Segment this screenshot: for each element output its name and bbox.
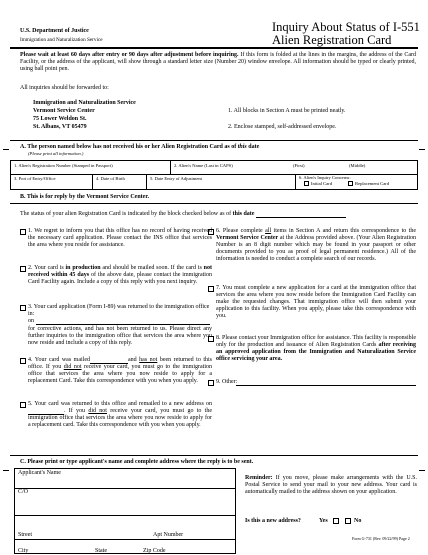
status-8-text: 8. Please contact your Immigration office for assistance. This facility is responsible only for the production and issuance of Alien Registration Cards after receiving an approved application from the Immigration and Naturalization Service office servicing your area.	[216, 335, 416, 362]
header-rule	[10, 47, 418, 49]
no-checkbox[interactable]	[345, 518, 351, 524]
section-a-subtitle: (Please print all information.)	[28, 151, 84, 156]
agency-subname: Immigration and Naturalization Service	[20, 37, 103, 43]
address-line-2: Vermont Service Center	[33, 108, 95, 114]
status-1-text: 1. We regret to inform you that this office has no record of having received the necessary card application. Please contact the INS office that services the area where you reside for assistance.	[28, 228, 212, 248]
intro-bold: Please wait at least 60 days after entry or 90 days after adjustment before inquiring.	[20, 52, 239, 58]
zip-label: Zip Code	[143, 548, 166, 554]
no-label: No	[354, 518, 362, 524]
new-address-question: Is this a new address?	[245, 518, 301, 524]
status-9-checkbox[interactable]	[208, 380, 214, 386]
other-line[interactable]	[236, 385, 416, 386]
intro-text: If this form is folded at the lines in the margins, the address of the Card Facility, or the address of the applicant, will show through a standard letter size (Number 20) window envelope. All information should be typed or clearly printed, using ball point pen.	[20, 52, 416, 72]
status-5-text: 5. Your card was returned to this office and remailed to a new address on. If you did not receive your card, you must go to the immigration office that services the area where you now reside to apply for a replacement card. Take this correspondence with you when you apply.	[28, 401, 213, 428]
reminder-text: Reminder: If you move, please make arrangements with the U.S. Postal Service to send your mail to your new address. Your card is automatically mailed to the address shown on your application.	[245, 475, 417, 495]
co-label: C/O	[18, 489, 29, 495]
section-a-table	[10, 160, 418, 190]
status-1-checkbox[interactable]	[20, 229, 26, 235]
form-title: Inquiry About Status of I-551	[272, 20, 420, 34]
street-field[interactable]	[15, 515, 235, 539]
status-7-text: 7. You must complete a new application for a card at the immigration office that services the area where you now reside before the Immigration Card Facility can make the requested changes. That immigration office will then submit your application to this facility. When you apply, please take this correspondence with you.	[216, 285, 416, 319]
address-line-4: St. Albans, VT 05479	[33, 124, 87, 130]
form-number: Form G-731 (Rev. 09/22/99) Page 2	[352, 536, 410, 541]
city-label: City	[18, 548, 29, 554]
field-port-of-entry[interactable]: 3. Port of Entry/Office	[11, 174, 93, 189]
field-registration-number[interactable]: 1. Alien's Registration Number (Stamped in Passport)	[11, 161, 171, 174]
status-line: The status of your alien Registration Card is indicated by the block checked below as of this date	[20, 211, 346, 218]
initial-card-checkbox[interactable]	[304, 181, 309, 186]
applicant-name-field[interactable]	[15, 469, 235, 488]
forward-label: All inquiries should be forwarded to:	[20, 85, 109, 91]
note-2: 2. Enclose stamped, self-addressed envelope.	[228, 124, 337, 130]
applicant-name-label: Applicant's Name	[18, 470, 61, 476]
section-a-rule	[10, 140, 418, 141]
status-4-text: 4. Your card was mailed and has not been returned to this office. If you did not receive your card, you must go to the immigration office that services the area where you now reside to apply for a replacement Card. Take this correspondence with you when you apply.	[28, 357, 213, 384]
address-line-1: Immigration and Naturalization Service	[33, 100, 136, 106]
state-label: State	[95, 548, 107, 554]
section-c-title: C. Please print or type applicant's name and complete address where the reply is to be sent.	[20, 459, 254, 465]
field-date-of-birth[interactable]: 4. Date of Birth	[93, 174, 147, 189]
form-subtitle: Alien Registration Card	[272, 33, 392, 47]
field-inquiry-concerns: 6. Alien's Inquiry Concerns: Initial Card Replacement Card	[299, 175, 390, 186]
section-b-rule	[10, 203, 418, 204]
status-5-checkbox[interactable]	[20, 402, 26, 408]
section-a-title: A. The person named below has not received his or her Alien Registration Card as of this date	[20, 144, 260, 150]
yes-checkbox[interactable]	[333, 518, 339, 524]
fold-mark-right	[419, 149, 425, 150]
fold-mark-left-2	[3, 470, 9, 471]
status-2-checkbox[interactable]	[20, 266, 26, 272]
field-alien-name[interactable]: 2. Alien's Name (Last in CAPS) (First) (Middle)	[174, 163, 366, 168]
status-9-label: 9. Other:	[216, 379, 238, 385]
street-label: Street	[18, 532, 32, 538]
note-1: 1. All blocks in Section A must be printed neatly.	[228, 108, 346, 114]
intro-paragraph	[20, 52, 416, 73]
status-3-text: 3. Your card application (Form I-89) was returned to the immigration office in: on for corrective actions, and has not been returned to us. Please direct any further inquiries to the immigration office that services the area where you now reside and include a copy of this reply.	[28, 304, 212, 346]
yes-label: Yes	[319, 518, 328, 524]
fold-mark-right-2	[419, 470, 425, 471]
status-6-text: 6. Please complete all items in Section A and return this correspondence to the Vermont Service Center at the Address provided above. (Your Alien Registration Number is an 8 digit number which may be found in your passport or other documents provided to you as proof of legal permanent residence.) All of the information is needed to conduct a complete search of our records.	[216, 228, 416, 262]
apt-label: Apt Number	[153, 532, 184, 538]
status-4-checkbox[interactable]	[20, 358, 26, 364]
agency-name: U.S. Department of Justice	[20, 28, 89, 34]
status-2-text: 2. Your card is in production and should be mailed soon. If the card is not received within 45 days of the above date, please contact the immigration Card Facility again. Include a copy of this reply with you next inquiry.	[28, 265, 212, 285]
co-field[interactable]	[15, 488, 235, 515]
fold-mark-left	[3, 149, 9, 150]
section-c-rule	[10, 455, 418, 456]
status-6-checkbox[interactable]	[208, 229, 214, 235]
status-7-checkbox[interactable]	[208, 286, 214, 292]
applicant-address-block	[14, 468, 236, 554]
section-b-title: B. This is for reply by the Vermont Service Center.	[20, 194, 149, 200]
status-3-checkbox[interactable]	[20, 305, 26, 311]
status-8-checkbox[interactable]	[208, 336, 214, 342]
field-date-entry[interactable]: 5. Date Entry of Adjustment	[147, 174, 296, 189]
address-line-3: 75 Lower Weldon St.	[33, 116, 87, 122]
replacement-card-checkbox[interactable]	[348, 181, 353, 186]
